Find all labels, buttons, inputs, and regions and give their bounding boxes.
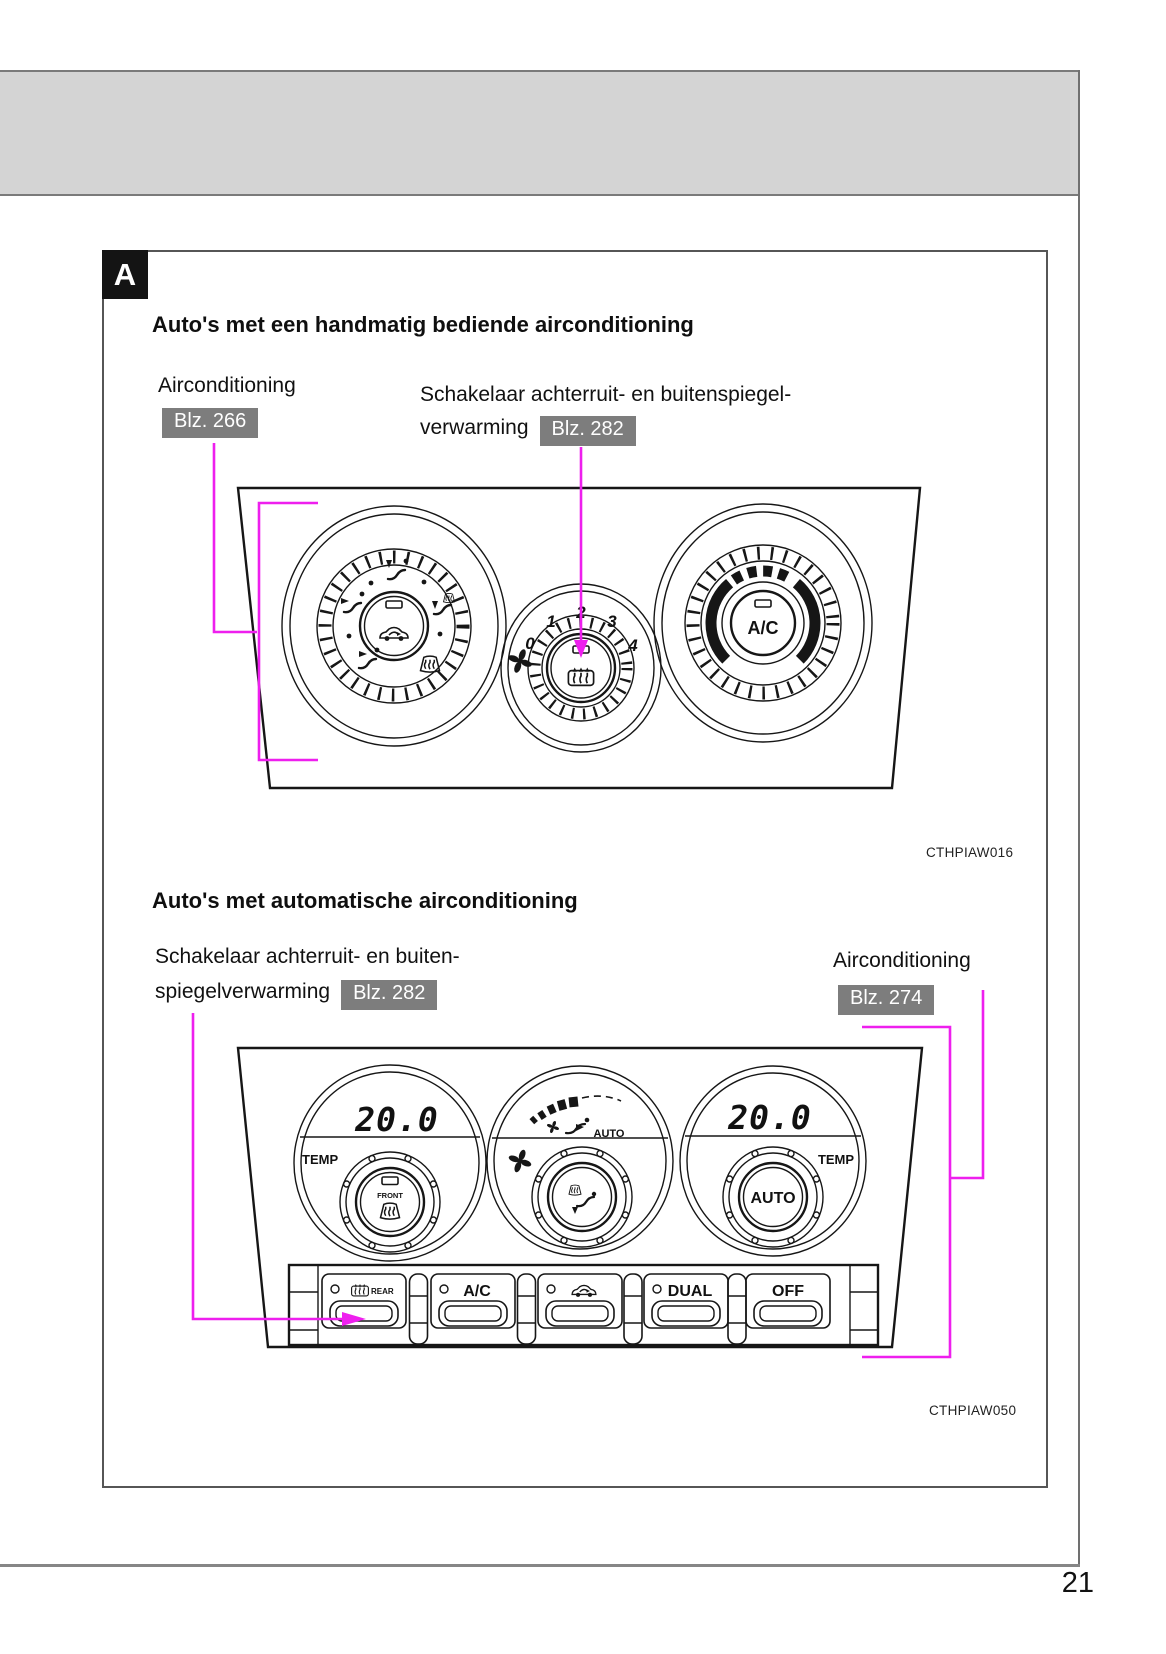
section-tab-label: A [113,256,137,292]
rear-button-label: REAR [371,1287,394,1296]
page-number: 21 [1061,1567,1094,1599]
mode-knob-icon [569,1185,596,1214]
ac-knob-label: A/C [747,618,779,638]
callout-line-airco2 [951,990,983,1178]
driver-temp-dial [294,1065,486,1261]
temp-scale-hot-arc [796,583,815,660]
mode-defrost-floor-icon [432,593,455,614]
dual-button [644,1274,728,1328]
fan-mode-dial [487,1066,673,1256]
heading-auto-airco: Auto's met automatische airconditioning [152,888,578,913]
mode-bilevel-icon [386,559,408,580]
rear-defrost-icon [352,1284,369,1296]
passenger-temp-dial [680,1066,866,1256]
callout-bracket-airco2 [862,1027,950,1357]
heading-manual-airco: Auto's met een handmatig bediende airconditioning [152,312,694,337]
temp-scale-mid-arc [734,571,792,580]
figure-code-manual: CTHPIAW016 [926,845,1014,860]
callout-defrost2-label-line1: Schakelaar achterruit- en buiten- [155,945,460,968]
driver-temp-display: 20.0 [355,1100,439,1139]
page-ref-badge-266: Blz. 266 [162,408,258,438]
temp-scale-cold-arc [711,583,730,660]
fan-speed-2: 2 [576,603,586,622]
callout-arrowhead-defrost2 [342,1312,366,1326]
page-ref-badge-282a: Blz. 282 [540,416,636,446]
auto-indicator-label: AUTO [593,1128,625,1140]
callout-defrost-label-line1: Schakelaar achterruit- en buitenspiegel- [420,383,792,406]
knob-pointer-slot [386,601,402,608]
temperature-dial [654,504,872,742]
figure-code-auto: CTHPIAW050 [929,1403,1017,1418]
off-button [746,1274,830,1328]
fan-speed-0: 0 [525,634,535,653]
front-knob-label: FRONT [377,1191,403,1200]
dual-button-label: DUAL [667,1283,713,1300]
manual-ac-panel-diagram [214,443,920,788]
fan-speed-1: 1 [546,612,556,631]
front-defrost-icon [381,1203,400,1219]
callout-defrost2-label-line2: spiegelverwarming [155,980,331,1003]
fan-icon [508,1149,532,1173]
recirculation-icon [572,1285,596,1296]
passenger-temp-display: 20.0 [728,1098,812,1137]
ac-button [431,1274,515,1328]
rear-defrost-knob-icon [568,668,593,686]
fan-speed-bar-display [530,1096,625,1140]
callout-airco2-label: Airconditioning [833,949,971,972]
page-ref-badge-282b: Blz. 282 [341,980,437,1010]
fan-speed-4: 4 [628,636,638,655]
ac-button-label: A/C [463,1283,491,1300]
auto-knob-label: AUTO [750,1190,796,1207]
callout-defrost-label-line2: verwarming [420,416,529,439]
temp-label-right: TEMP [817,1152,855,1167]
mode-face-icon [341,592,364,613]
callout-arrowhead-defrost1 [574,640,588,658]
page-ref-badge-274: Blz. 274 [838,985,934,1015]
callout-airco-label: Airconditioning [158,374,296,397]
recirculation-button [538,1274,622,1328]
mode-dial [282,506,506,746]
callout-bracket-airco1 [259,503,318,760]
fan-speed-3: 3 [607,612,617,631]
recirculation-icon [380,628,408,641]
temp-label-left: TEMP [302,1152,339,1167]
button-strip [289,1265,878,1345]
auto-ac-panel-diagram [193,990,983,1357]
off-button-label: OFF [772,1283,804,1300]
